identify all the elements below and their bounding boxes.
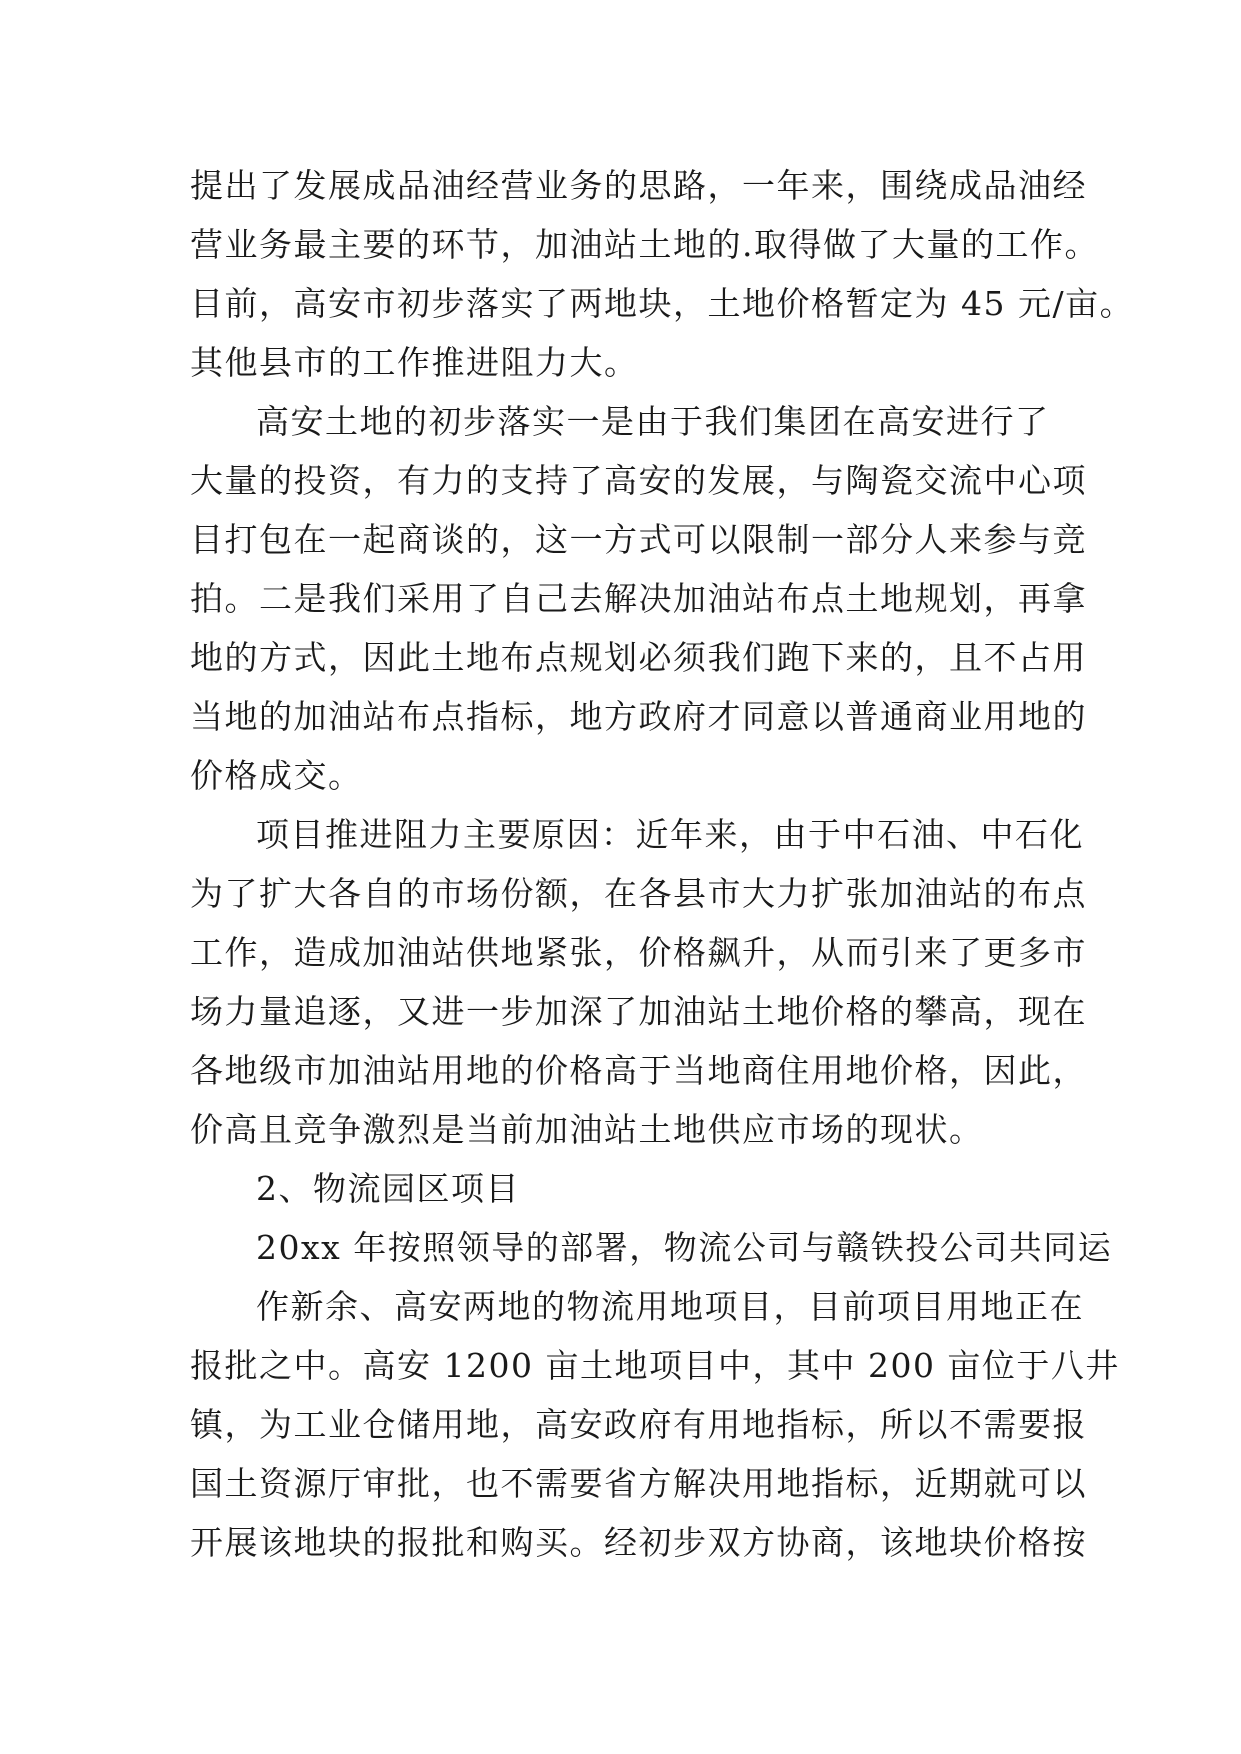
text-line: 各地级市加油站用地的价格高于当地商住用地价格，因此， — [190, 1051, 1087, 1090]
text-line: 高安土地的初步落实一是由于我们集团在高安进行了 — [256, 402, 1050, 441]
text-line: 地的方式，因此土地布点规划必须我们跑下来的，且不占用 — [190, 638, 1087, 677]
text-line: 为了扩大各自的市场份额，在各县市大力扩张加油站的布点 — [190, 874, 1087, 913]
text-line: 开展该地块的报批和购买。经初步双方协商，该地块价格按 — [190, 1523, 1087, 1562]
text-line: 其他县市的工作推进阻力大。 — [190, 343, 639, 382]
text-line: 目打包在一起商谈的，这一方式可以限制一部分人来参与竞 — [190, 520, 1087, 559]
text-line: 20xx 年按照领导的部署，物流公司与赣铁投公司共同运 — [256, 1228, 1113, 1267]
text-line: 镇，为工业仓储用地，高安政府有用地指标，所以不需要报 — [190, 1405, 1087, 1444]
text-line: 营业务最主要的环节，加油站土地的.取得做了大量的工作。 — [190, 225, 1099, 264]
text-line: 项目推进阻力主要原因：近年来，由于中石油、中石化 — [256, 815, 1084, 854]
text-line: 当地的加油站布点指标，地方政府才同意以普通商业用地的 — [190, 697, 1087, 736]
text-line: 提出了发展成品油经营业务的思路，一年来，围绕成品油经 — [190, 166, 1087, 205]
text-line: 大量的投资，有力的支持了高安的发展，与陶瓷交流中心项 — [190, 461, 1087, 500]
text-line: 2、物流园区项目 — [256, 1169, 520, 1208]
text-line: 报批之中。高安 1200 亩土地项目中，其中 200 亩位于八井 — [190, 1346, 1120, 1385]
text-line: 价格成交。 — [190, 756, 363, 795]
text-line: 作新余、高安两地的物流用地项目，目前项目用地正在 — [256, 1287, 1084, 1326]
text-line: 拍。二是我们采用了自己去解决加油站布点土地规划，再拿 — [190, 579, 1087, 618]
body-text — [190, 156, 1135, 1572]
text-line: 场力量追逐，又进一步加深了加油站土地价格的攀高，现在 — [190, 992, 1087, 1031]
text-line: 工作，造成加油站供地紧张，价格飙升，从而引来了更多市 — [190, 933, 1087, 972]
text-line: 国土资源厅审批，也不需要省方解决用地指标，近期就可以 — [190, 1464, 1087, 1503]
text-line: 价高且竞争激烈是当前加油站土地供应市场的现状。 — [190, 1110, 984, 1149]
text-line: 目前，高安市初步落实了两地块，土地价格暂定为 45 元/亩。 — [190, 284, 1135, 323]
